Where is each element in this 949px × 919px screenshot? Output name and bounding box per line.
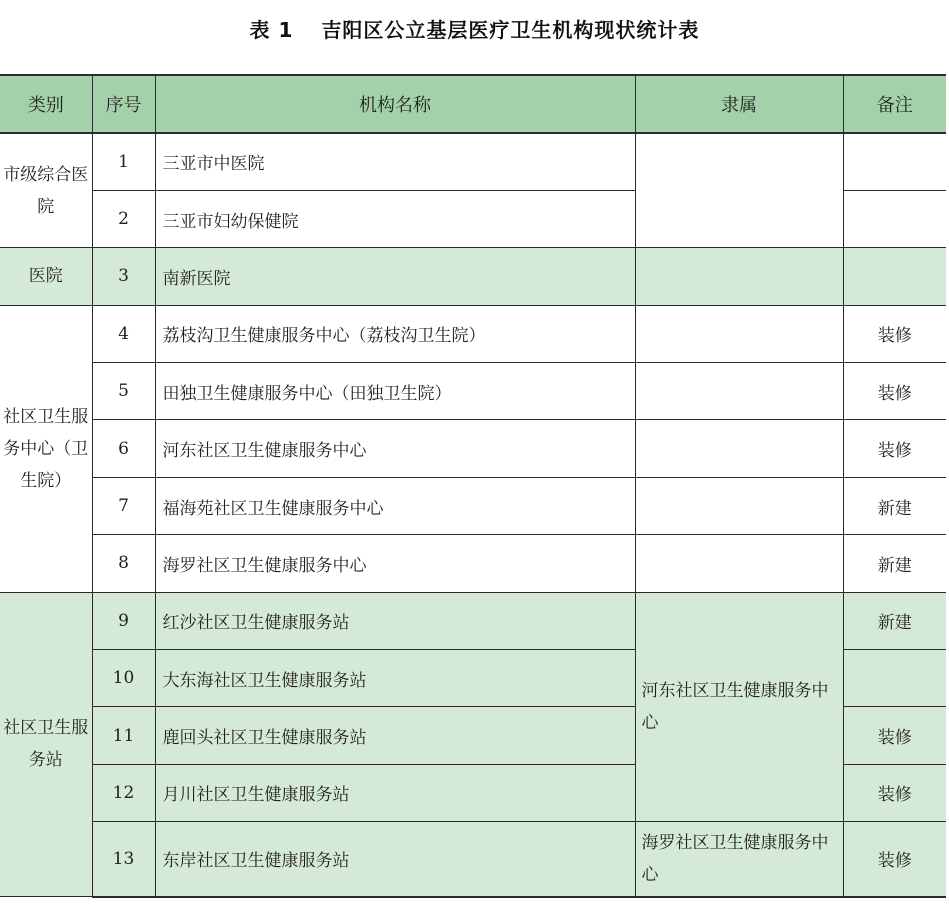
row-remark: 装修: [843, 822, 946, 897]
row-remark: 装修: [843, 305, 946, 362]
row-name: 海罗社区卫生健康服务中心: [155, 535, 635, 592]
row-index: 7: [92, 477, 155, 534]
row-index: 10: [92, 650, 155, 707]
table-row: [0, 592, 946, 649]
row-remark: [843, 248, 946, 305]
row-index: 11: [92, 707, 155, 764]
header-name: 机构名称: [155, 75, 635, 133]
row-index: 8: [92, 535, 155, 592]
row-remark: 装修: [843, 420, 946, 477]
table-row: [0, 822, 946, 897]
affiliation-empty: [635, 133, 843, 248]
row-index: 5: [92, 363, 155, 420]
statistics-table: [0, 74, 946, 898]
table-row: [0, 133, 946, 190]
row-name: 红沙社区卫生健康服务站: [155, 592, 635, 649]
row-index: 2: [92, 190, 155, 247]
row-index: 1: [92, 133, 155, 190]
row-remark: 新建: [843, 592, 946, 649]
row-name: 鹿回头社区卫生健康服务站: [155, 707, 635, 764]
row-remark: [843, 650, 946, 707]
table-title: [0, 14, 949, 43]
affiliation-empty: [635, 248, 843, 305]
affiliation-empty: [635, 477, 843, 534]
row-name: 田独卫生健康服务中心（田独卫生院）: [155, 363, 635, 420]
row-name: 月川社区卫生健康服务站: [155, 764, 635, 821]
row-name: 南新医院: [155, 248, 635, 305]
affiliation-empty: [635, 363, 843, 420]
header-affiliation: 隶属: [635, 75, 843, 133]
header-index: 序号: [92, 75, 155, 133]
row-index: 6: [92, 420, 155, 477]
row-name: 福海苑社区卫生健康服务中心: [155, 477, 635, 534]
category-city: 市级综合医院: [0, 133, 92, 248]
table-row: [0, 420, 946, 477]
table-row: [0, 477, 946, 534]
category-station: 社区卫生服务站: [0, 592, 92, 897]
category-hospital: 医院: [0, 248, 92, 305]
row-name: 大东海社区卫生健康服务站: [155, 650, 635, 707]
row-remark: 装修: [843, 363, 946, 420]
row-index: 12: [92, 764, 155, 821]
table-number: 表 1: [249, 18, 294, 42]
row-index: 4: [92, 305, 155, 362]
row-remark: 装修: [843, 764, 946, 821]
row-remark: 装修: [843, 707, 946, 764]
row-remark: 新建: [843, 477, 946, 534]
row-name: 三亚市中医院: [155, 133, 635, 190]
affiliation-empty: [635, 420, 843, 477]
row-index: 3: [92, 248, 155, 305]
affiliation-hedong: 河东社区卫生健康服务中心: [635, 592, 843, 822]
category-center: 社区卫生服务中心（卫生院）: [0, 305, 92, 592]
affiliation-hailuo: 海罗社区卫生健康服务中心: [635, 822, 843, 897]
row-index: 13: [92, 822, 155, 897]
table-row: [0, 535, 946, 592]
row-name: 河东社区卫生健康服务中心: [155, 420, 635, 477]
header-remarks: 备注: [843, 75, 946, 133]
row-remark: [843, 133, 946, 190]
row-remark: 新建: [843, 535, 946, 592]
header-row: [0, 75, 946, 133]
header-category: 类别: [0, 75, 92, 133]
row-name: 东岸社区卫生健康服务站: [155, 822, 635, 897]
affiliation-empty: [635, 305, 843, 362]
affiliation-empty: [635, 535, 843, 592]
table-row: [0, 363, 946, 420]
table-row: [0, 305, 946, 362]
row-name: 荔枝沟卫生健康服务中心（荔枝沟卫生院）: [155, 305, 635, 362]
row-index: 9: [92, 592, 155, 649]
row-name: 三亚市妇幼保健院: [155, 190, 635, 247]
table-caption: 吉阳区公立基层医疗卫生机构现状统计表: [321, 18, 700, 42]
table-row: [0, 248, 946, 305]
row-remark: [843, 190, 946, 247]
